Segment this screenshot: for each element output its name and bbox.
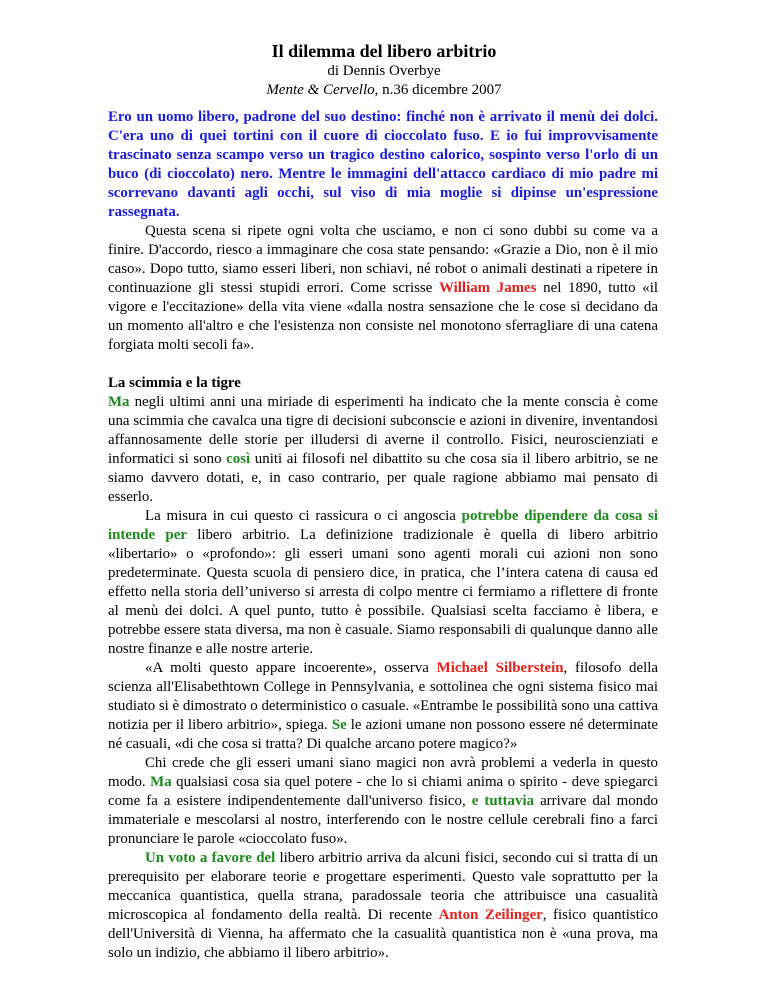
paragraph-1: [108, 222, 658, 355]
text-run: libero arbitrio. La definizione tradizionale è quella di libero arbitrio «libertario» o «profondo»: gli esseri umani sono agenti morali cui azioni non sono predeterminate. Questa scuola di pensiero dice, in pratica, che l’intera catena di causa ed effetto nella storia dell’universo si arresta di colpo mentre ci fermiamo a riflettere di fronte al menù dei dolci. A quel punto, tutto è possibile. Qualsiasi scelta facciamo è libera, e potrebbe essere stata diversa, ma non è casuale. Siamo responsabili di qualunque danno alle nostre finanze e alle nostre arterie.: [108, 527, 658, 657]
article-source: [0, 81, 768, 100]
text-run: negli ultimi anni una miriade di esperimenti ha indicato che la mente conscia è come una scimmia che cavalca una tigre di decisioni subconscie e azioni in divenire, inventandosi affannosamente delle storie per illudersi di averne il controllo. Fisici, neuroscienziati e informatici si sono: [108, 394, 658, 467]
name-anton-zeilinger: Anton Zeilinger: [438, 907, 543, 923]
spacer: [108, 355, 658, 374]
text-run: «A molti questo appare incoerente», osserva: [145, 660, 437, 676]
paragraph-4: [108, 659, 658, 754]
text-run: La misura in cui questo ci rassicura o ci angoscia: [145, 508, 462, 524]
lead-paragraph: Ero un uomo libero, padrone del suo destino: finché non è arrivato il menù dei dolci. C'era uno di quei tortini con il cuore di cioccolato fuso. E io fui improvvisamente trascinato senza scampo verso un tragico destino calorico, sospinto verso l'orlo di un buco (di cioccolato) nero. Mentre le immagini dell'attacco cardiaco di mio padre mi scorrevano davanti agli occhi, sul viso di mia moglie si dipinse un'espressione rassegnata.: [108, 109, 658, 220]
text-run: qualsiasi cosa sia quel potere - che lo si chiami anima o spirito - deve spiegarci come fa a esistere indipendentemente dall'universo fisico,: [108, 774, 658, 809]
highlight-un-voto: Un voto a favore del: [145, 850, 276, 866]
issue-info: , n.36 dicembre 2007: [374, 82, 502, 98]
highlight-se: Se: [331, 717, 347, 733]
article-body: [108, 108, 658, 963]
text-run: arrivare dal mondo immateriale e mescolarsi al nostro, interferendo con le nostre cellule cerebrali fino a farci pronunciare le parole «cioccolato fuso».: [108, 793, 658, 847]
paragraph-5: [108, 754, 658, 849]
highlight-ma: Ma: [108, 394, 130, 410]
highlight-cosi: così: [226, 451, 251, 467]
article-title: Il dilemma del libero arbitrio: [271, 41, 497, 61]
paragraph-2: [108, 393, 658, 507]
text-run: le azioni umane non possono essere né determinate né casuali, «di che cosa si tratta? Di qualche arcano potere magico?»: [108, 717, 659, 752]
highlight-e-tuttavia: e tuttavia: [471, 793, 535, 809]
text-run: libero arbitrio arriva da alcuni fisici, secondo cui si tratta di un prerequisito per elaborare teorie e progettare esperimenti. Questo vale soprattutto per la meccanica quantistica, quella strana, paradossale teoria che attribuisce una casualità microscopica al fondamento della realtà. Di recente: [108, 850, 658, 923]
text-run: Chi crede che gli esseri umani siano magici non avrà problemi a vederla in questo modo.: [108, 755, 658, 790]
text-run: uniti ai filosofi nel dibattito su che cosa sia il libero arbitrio, se ne siamo davvero dotati, e, in caso contrario, per quale ragione abbiamo mai pensato di esserlo.: [108, 451, 658, 505]
article-author: di Dennis Overbye: [327, 63, 441, 79]
text-run: , fisico quantistico dell'Università di Vienna, ha affermato che la casualità quantistica non è «una prova, ma solo un indizio, che abbiamo il libero arbitrio».: [108, 907, 659, 961]
text-run: , filosofo della scienza all'Elisabethtown College in Pennsylvania, e sottolinea che ogni sistema fisico mai studiato si è dimostrato o deterministico o casuale. «Entrambe le possibilità sono una cattiva notizia per il libero arbitrio», spiega.: [108, 660, 659, 733]
paragraph-3: [108, 507, 658, 659]
name-michael-silberstein: Michael Silberstein: [436, 660, 564, 676]
text-run: Questa scena si ripete ogni volta che usciamo, e non ci sono dubbi su come va a finire. D'accordo, riesco a immaginare che cosa state pensando: «Grazie a Dio, non è il mio caso». Dopo tutto, siamo esseri liberi, non schiavi, né robot o animali destinati a ripetere in continuazione gli stessi stupidi errori. Come scrisse: [108, 223, 658, 296]
paragraph-6: [108, 849, 658, 963]
text-run: nel 1890, tutto «il vigore e l'eccitazione» della vita viene «dalla nostra sensazione che le cose si decidano da un momento all'altro e che l'esistenza non consiste nel monotono sferragliare di una catena forgiata molti secoli fa».: [108, 280, 658, 353]
magazine-name: Mente & Cervello: [266, 82, 375, 98]
section-title: La scimmia e la tigre: [108, 375, 241, 391]
name-william-james: William James: [439, 280, 537, 296]
article-header: [0, 0, 768, 100]
highlight-ma-2: Ma: [150, 774, 172, 790]
highlight-potrebbe: potrebbe dipendere da cosa si intende per: [108, 508, 658, 543]
